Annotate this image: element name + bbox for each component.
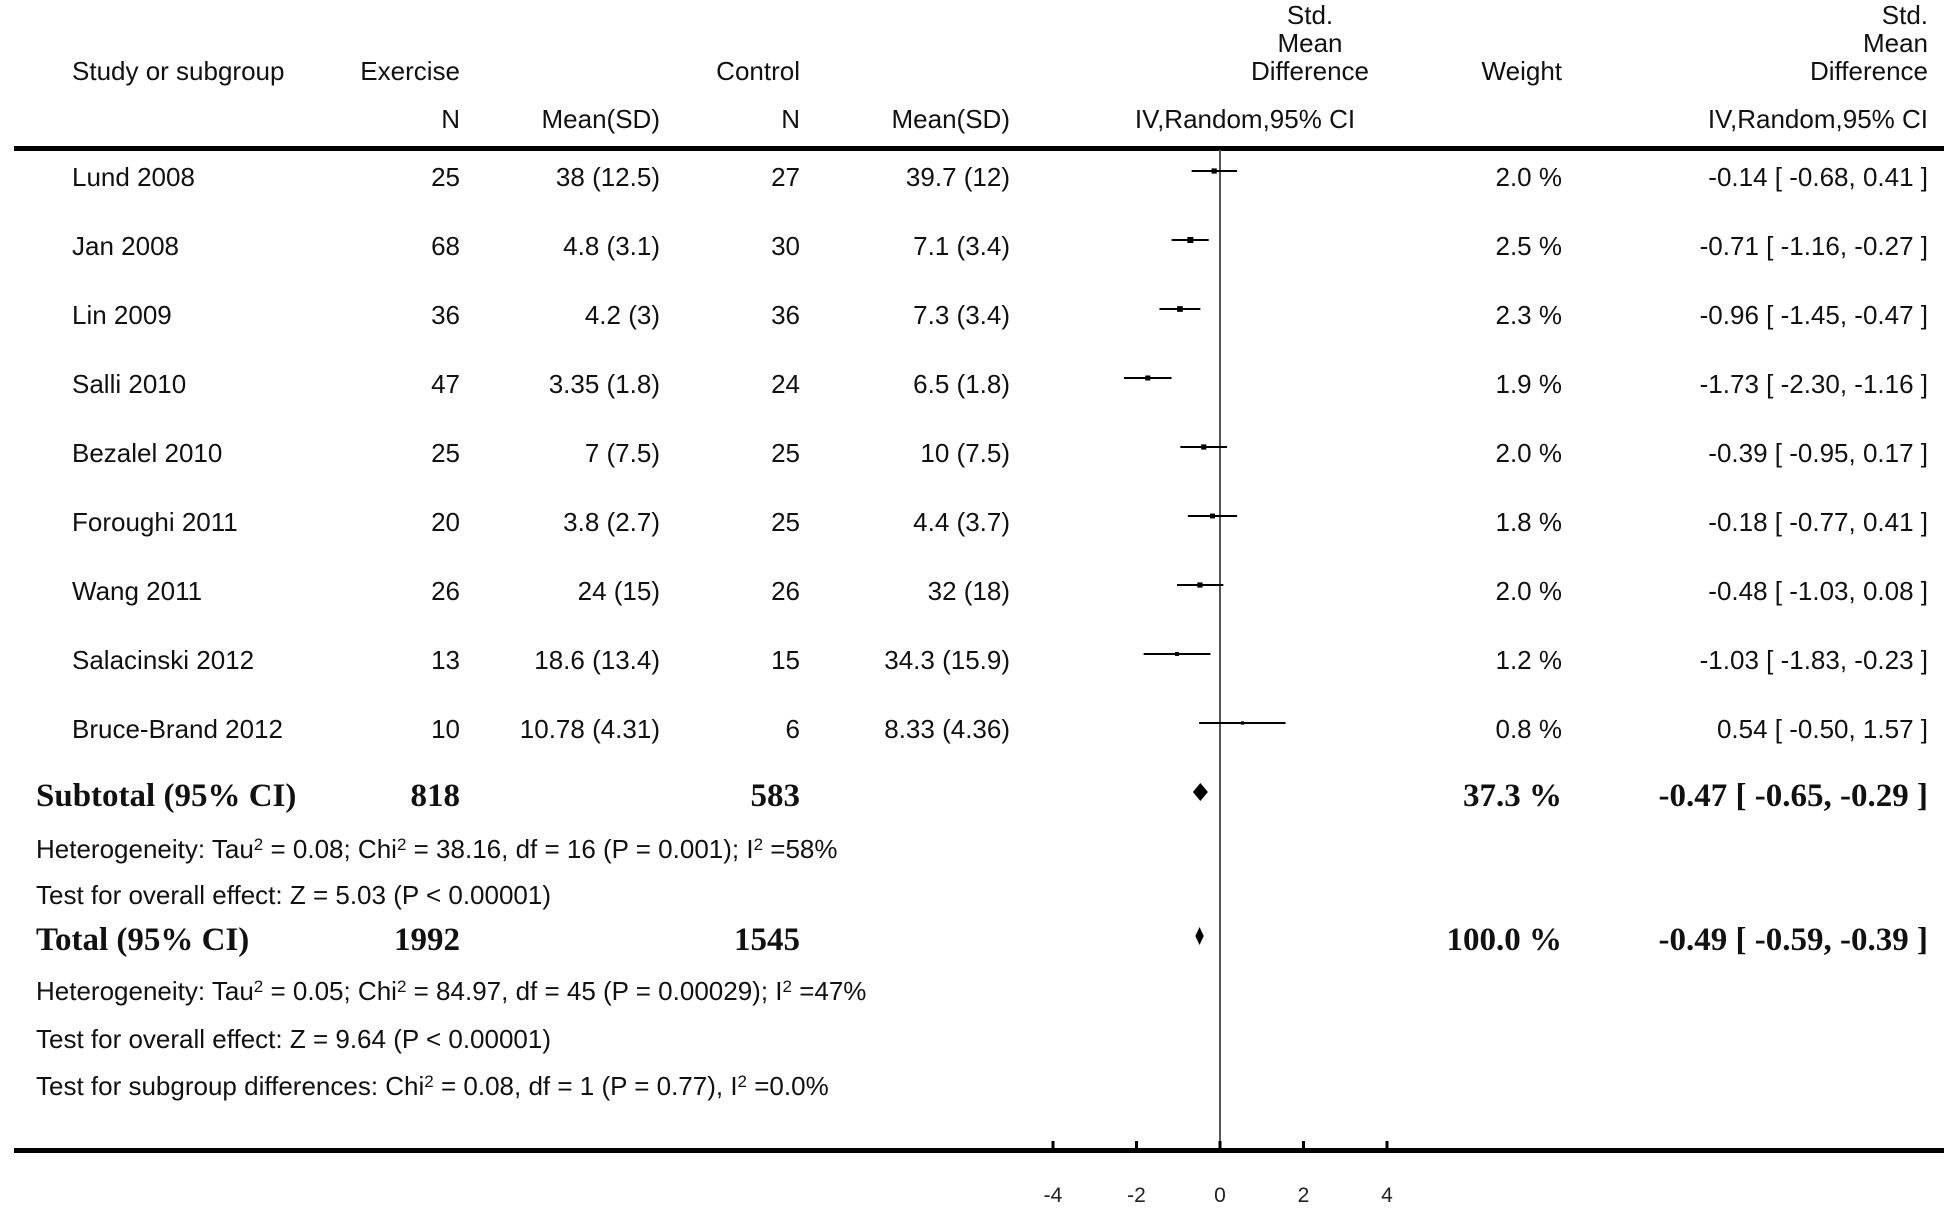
subtotal-heterogeneity: Heterogeneity: Tau$^2$ = 0.08; Chi$^2$ = 38.16, df = 16 (P = 0.001); $I^2 =58\%$ [36, 834, 838, 864]
exp-mean-sd: 10.78 (4.31) [519, 714, 660, 744]
exp-n: 25 [431, 162, 460, 192]
weight: 2.0 % [1495, 438, 1562, 468]
ctl-n: 30 [771, 231, 800, 261]
weight: 1.8 % [1495, 507, 1562, 537]
exp-mean-sd: 18.6 (13.4) [534, 645, 660, 675]
ci-text: -0.18 [ -0.77, 0.41 ] [1708, 507, 1928, 537]
header-smd-line1: Std. [1286, 0, 1334, 30]
x-tick-label: 4 [1381, 1184, 1393, 1207]
x-tick-label: 2 [1297, 1184, 1310, 1207]
weight: 0.8 % [1495, 714, 1562, 744]
x-tick-label: 0 [1214, 1184, 1226, 1207]
exp-n: 10 [431, 714, 460, 744]
study-name: Salacinski 2012 [72, 645, 255, 675]
total-ci-text: -0.49 [ -0.59, -0.39 ] [1658, 922, 1928, 958]
study-name: Lin 2009 [72, 300, 172, 330]
weight: 2.0 % [1495, 576, 1562, 606]
ctl-mean-sd: 8.33 (4.36) [884, 714, 1010, 744]
ci-text: -0.39 [ -0.95, 0.17 ] [1708, 438, 1928, 468]
ctl-mean-sd: 34.3 (15.9) [884, 645, 1010, 675]
header-smd-line3: Difference [1250, 56, 1370, 86]
subgroup-differences: Test for subgroup differences: Chi$^2$ = 0.08, df = 1 (P = 0.77), $I^2 =0.0\%$ [36, 1071, 829, 1101]
total-ctl-n: 1545 [734, 922, 800, 958]
exp-mean-sd: 3.35 (1.8) [548, 369, 660, 399]
exp-mean-sd: 4.2 (3) [584, 300, 660, 330]
ctl-mean-sd: 32 (18) [927, 576, 1010, 606]
header-method-2: IV,Random,95% CI [1707, 104, 1928, 134]
header-smd2-line1: Std. [1881, 0, 1928, 30]
total-diamond [1195, 927, 1203, 945]
header-smd2-line3: Difference [1809, 56, 1928, 86]
exp-n: 13 [431, 645, 460, 675]
study-name: Wang 2011 [72, 576, 203, 606]
subtotal-overall-effect: Test for overall effect: Z = 5.03 (P < 0.00001) [36, 880, 551, 910]
header-ctl-mean-sd: Mean(SD) [891, 104, 1010, 134]
ci-text: -0.48 [ -1.03, 0.08 ] [1708, 576, 1928, 606]
exp-n: 36 [431, 300, 460, 330]
exp-n: 26 [431, 576, 460, 606]
ci-text: -0.71 [ -1.16, -0.27 ] [1699, 231, 1928, 261]
weight: 2.3 % [1495, 300, 1562, 330]
study-name: Bezalel 2010 [72, 438, 223, 468]
study-name: Salli 2010 [72, 369, 187, 399]
weight: 1.9 % [1495, 369, 1562, 399]
header-smd2-line2: Mean [1862, 28, 1928, 58]
ctl-n: 25 [771, 438, 800, 468]
study-point-estimate [1197, 582, 1202, 587]
exp-n: 20 [431, 507, 460, 537]
study-name: Lund 2008 [72, 162, 195, 192]
study-point-estimate [1210, 514, 1215, 519]
header-control: Control [716, 56, 800, 86]
study-name: Bruce-Brand 2012 [72, 714, 284, 744]
ctl-n: 26 [771, 576, 800, 606]
exp-n: 68 [431, 231, 460, 261]
exp-n: 47 [431, 369, 460, 399]
study-point-estimate [1201, 444, 1206, 449]
ci-text: -1.73 [ -2.30, -1.16 ] [1699, 369, 1928, 399]
exp-mean-sd: 4.8 (3.1) [563, 231, 660, 261]
exp-mean-sd: 7 (7.5) [584, 438, 660, 468]
ci-text: -1.03 [ -1.83, -0.23 ] [1699, 645, 1928, 675]
subtotal-ci-text: -0.47 [ -0.65, -0.29 ] [1658, 778, 1928, 814]
subtotal-weight: 37.3 % [1463, 778, 1562, 814]
subtotal-diamond [1193, 783, 1208, 801]
ctl-mean-sd: 7.3 (3.4) [913, 300, 1010, 330]
subtotal-ctl-n: 583 [750, 778, 800, 814]
ctl-n: 15 [771, 645, 800, 675]
study-point-estimate [1241, 721, 1244, 724]
exp-n: 25 [431, 438, 460, 468]
x-tick-label: -4 [1043, 1184, 1063, 1207]
study-point-estimate [1187, 237, 1193, 243]
ci-text: -0.96 [ -1.45, -0.47 ] [1699, 300, 1928, 330]
x-tick-label: -2 [1127, 1184, 1146, 1207]
weight: 1.2 % [1495, 645, 1562, 675]
study-name: Jan 2008 [72, 231, 179, 261]
header-exercise: Exercise [360, 56, 460, 86]
study-point-estimate [1175, 652, 1179, 656]
ctl-mean-sd: 7.1 (3.4) [913, 231, 1010, 261]
ctl-n: 24 [771, 369, 800, 399]
study-point-estimate [1145, 375, 1150, 380]
ci-text: -0.14 [ -0.68, 0.41 ] [1708, 162, 1928, 192]
total-heterogeneity: Heterogeneity: Tau$^2$ = 0.05; Chi$^2$ = 84.97, df = 45 (P = 0.00029); $I^2 =47\%$ [36, 976, 867, 1006]
weight: 2.0 % [1495, 162, 1562, 192]
total-exp-n: 1992 [394, 922, 460, 958]
ctl-mean-sd: 39.7 (12) [905, 162, 1010, 192]
ci-text: 0.54 [ -0.50, 1.57 ] [1716, 714, 1928, 744]
weight: 2.5 % [1495, 231, 1562, 261]
ctl-n: 36 [771, 300, 800, 330]
header-exp-mean-sd: Mean(SD) [541, 104, 660, 134]
subtotal-label: Subtotal (95% CI) [36, 778, 297, 814]
total-overall-effect: Test for overall effect: Z = 9.64 (P < 0.00001) [36, 1024, 551, 1054]
header-smd-line2: Mean [1277, 28, 1343, 58]
total-label: Total (95% CI) [36, 922, 250, 958]
exp-mean-sd: 24 (15) [577, 576, 660, 606]
subtotal-exp-n: 818 [410, 778, 460, 814]
study-point-estimate [1177, 306, 1183, 312]
header-method: IV,Random,95% CI [1134, 104, 1356, 134]
ctl-mean-sd: 10 (7.5) [920, 438, 1010, 468]
total-weight: 100.0 % [1446, 922, 1562, 958]
study-name: Foroughi 2011 [72, 507, 238, 537]
exp-mean-sd: 38 (12.5) [555, 162, 660, 192]
header-ctl-n: N [781, 104, 800, 134]
ctl-n: 25 [771, 507, 800, 537]
header-exp-n: N [441, 104, 460, 134]
header-weight: Weight [1481, 56, 1562, 86]
ctl-mean-sd: 6.5 (1.8) [913, 369, 1010, 399]
ctl-n: 6 [785, 714, 800, 744]
ctl-n: 27 [771, 162, 800, 192]
ctl-mean-sd: 4.4 (3.7) [913, 507, 1010, 537]
study-point-estimate [1212, 168, 1217, 173]
header-study-or-subgroup: Study or subgroup [72, 56, 285, 86]
exp-mean-sd: 3.8 (2.7) [563, 507, 660, 537]
